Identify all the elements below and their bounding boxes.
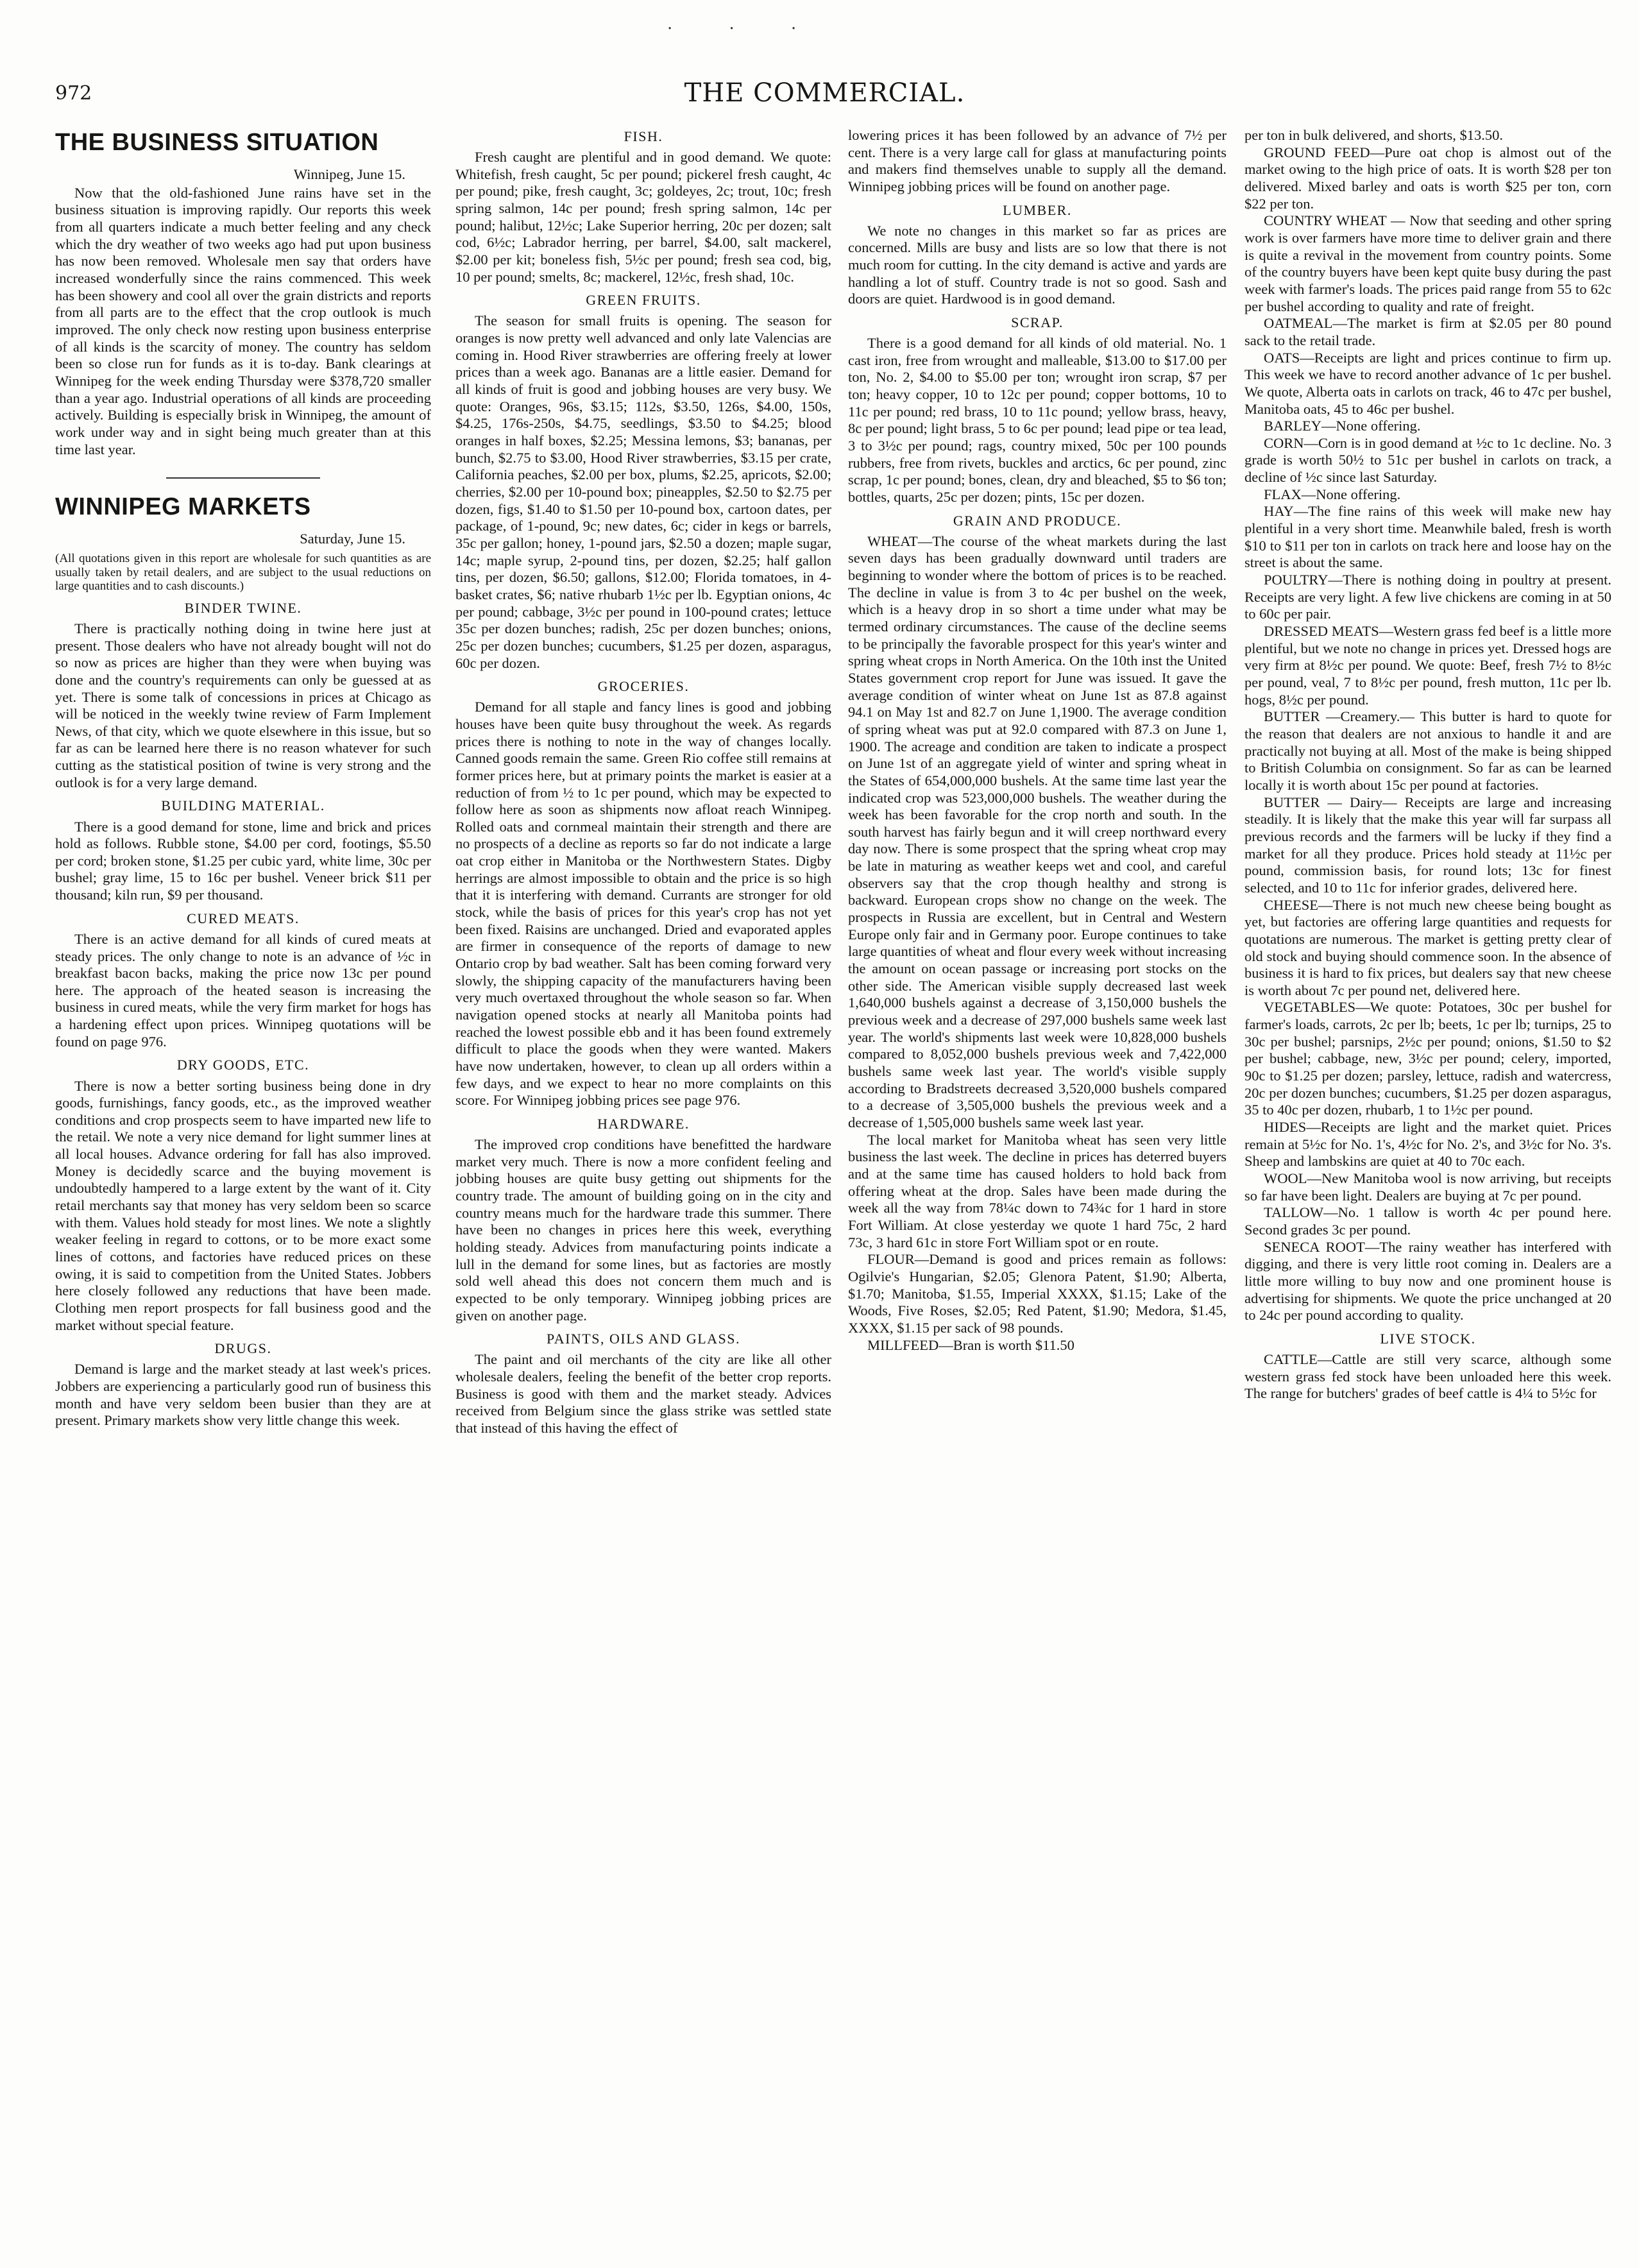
- section-heading-lumber: LUMBER.: [1003, 201, 1072, 218]
- market-item: BUTTER — Dairy— Receipts are large and increasing steadily. It is likely that the make this year will far surpass all previous records and the farmers will be lucky if they find a market for all they produce. Prices hold steady at 11½c per pound, commission basis, for round lots; 13c for finest selected, and 10 to 11c for inferior grades, delivered here.: [1244, 794, 1611, 896]
- section-heading-paints-oils-glass: PAINTS, OILS AND GLASS.: [546, 1331, 740, 1347]
- markets-dateline: Saturday, June 15.: [300, 531, 405, 547]
- market-item: CORN—Corn is in good demand at ½c to 1c decline. No. 3 grade is worth 50½ to 51c per bushel in carlots on track, a decline of ½c since last Saturday.: [1244, 434, 1611, 486]
- scan-specks: · · ·: [667, 19, 822, 38]
- market-item: FLAX—None offering.: [1264, 486, 1401, 502]
- section-heading-fish: FISH.: [624, 128, 663, 144]
- section-paragraph: FLOUR—Demand is good and prices remain as follows: Ogilvie's Hungarian, $2.05; Glenora Patent, $1.90; Alberta, $1.70; Manitoba, $1.55, Imperial XXXX, $1.15; Lake of the Woods, Five Roses, $2.05; Red Patent, $1.90; Medora, $1.45, XXXX, $1.15 per sack of 98 pounds.: [848, 1251, 1227, 1336]
- section-paragraph: MILLFEED—Bran is worth $11.50: [867, 1336, 1074, 1353]
- quotations-note: (All quotations given in this report are wholesale for such quantities as are usually taken by retail dealers, and are subject to the usual reductions on large quantities and to cash discounts.): [55, 551, 431, 593]
- section-paragraph: There is an active demand for all kinds of cured meats at steady prices. The only change to note is an advance of ½c in breakfast bacon backs, making the price now 13c per pound here. The approach of the heated season is increasing the business in cured meats, while the very firm market for hogs has a hardening effect upon prices. Winnipeg quotations will be found on page 976.: [55, 930, 431, 1050]
- section-heading-live-stock: LIVE STOCK.: [1380, 1330, 1476, 1347]
- section-paragraph: The season for small fruits is opening. The season for oranges is now pretty well advanced and only late Valencias are coming in. Hood River strawberries are offering freely at lower prices than a week ago. Bananas are a little easier. Demand for all kinds of fruit is good and jobbing houses are very busy. We quote: Oranges, 96s, $3.15; 112s, $3.50, 126s, $4.00, 150s, $4.25, 176s-250s, $4.75, seedlings, $3.50 to $4.25; blood oranges in half boxes, $2.25; Messina lemons, $3; bananas, per bunch, $2.75 to $3.00, Hood River strawberries, $3.15 per crate, California peaches, $2.00 per box, plums, $2.25, apricots, $2.00; cherries, $2.00 per 10-pound box; pineapples, $2.50 to $2.75 per dozen, figs, $1.40 to $1.50 per 10-pound box, cartoon dates, per package, of 1-pound, 9c; new dates, 6c; cider in kegs or barrels, 35c per gallon; honey, 1-pound jars, $2.50 a dozen; maple sugar, 14c; maple syrup, 2-pound tins, per dozen, $2.25; half gallon tins, per dozen, $6.50; gallons, $12.00; Florida tomatoes, in 4-basket crates, $6; native rhubarb 1½c per lb. Egyptian onions, 4c per pound; cabbage, 3½c per pound in 100-pound crates; lettuce 35c per dozen bunches; radish, 25c per dozen bunches; onions, 25c per dozen bunches; cucumbers, $1.25 per dozen, asparagus, 60c per dozen.: [455, 312, 831, 671]
- masthead: THE COMMERCIAL.: [684, 78, 965, 108]
- section-heading-scrap: SCRAP.: [1011, 314, 1064, 330]
- market-item: CHEESE—There is not much new cheese being bought as yet, but factories are offering large quantities and requests for quotations are numerous. The market is getting pretty clear of old stock and buying should commence soon. In the absence of business it is hard to fix prices, but dealers say that new cheese is worth about 7c per pound net, delivered here.: [1244, 896, 1611, 998]
- section-paragraph: We note no changes in this market so far as prices are concerned. Mills are busy and lists are so low that there is not much room for cutting. In the city demand is active and yards are handling a lot of stuff. Country trade is not so good. Sash and doors are quiet. Hardwood is in good demand.: [848, 222, 1227, 307]
- page-number: 972: [55, 82, 92, 105]
- market-item: SENECA ROOT—The rainy weather has interfered with digging, and there is very little root coming in. Dealers are a little more willing to buy now and one prominent house is advertising for shipments. We quote the price unchanged at 20 to 24c per pound according to quality.: [1244, 1238, 1611, 1324]
- market-item: BARLEY—None offering.: [1264, 418, 1421, 434]
- section-paragraph: There is a good demand for stone, lime and brick and prices hold as follows. Rubble stone, $4.00 per cord, footings, $5.50 per cord; broken stone, $1.25 per cubic yard, white lime, 30c per bushel; gray lime, 15 to 16c per bushel. Veneer brick $11 per thousand; kiln run, $9 per thousand.: [55, 818, 431, 903]
- section-paragraph: Demand is large and the market steady at last week's prices. Jobbers are experiencing a particularly good run of business this month and have very seldom been busier than they are at present. Primary markets show very little change this week.: [55, 1361, 431, 1429]
- market-item: BUTTER —Creamery.— This butter is hard to quote for the reason that dealers are not anxious to handle it and are practically not buying at all. Most of the make is being shipped to British Columbia on consignment. So far as can be learned locally it is worth about 15c per pound at factories.: [1244, 708, 1611, 793]
- column-1: [55, 127, 431, 2238]
- section-paragraph: Fresh caught are plentiful and in good demand. We quote: Whitefish, fresh caught, 5c per pound; pickerel fresh caught, 4c per pound; pike, fresh caught, 3c; goldeyes, 2c; trout, 10c; fresh spring salmon, 14c per pound; fresh spring salmon, 14c per pound; halibut, 12½c; Lake Superior herring, 20c per dozen; salt cod, 6½c; Labrador herring, per barrel, $4.00, salt mackerel, $2.00 per kit; boneless fish, 5½c per pound; fresh sea cod, big, 10 per pound; smelts, 8c; mackerel, 12½c, fresh shad, 10c.: [455, 149, 831, 285]
- section-heading-grain-produce: GRAIN AND PRODUCE.: [953, 512, 1122, 529]
- section-paragraph: There is a good demand for all kinds of old material. No. 1 cast iron, free from wrought and malleable, $13.00 to $17.00 per ton, No. 2, $4.00 to $5.00 per ton; wrought iron scrap, $7 per ton; heavy copper, 10 to 12c per pound; copper bottoms, 10 to 11c per pound; red brass, 10 to 11c pound; yellow brass, heavy, 8c per pound; light brass, 5 to 6c per pound; lead pipe or tea lead, 3 to 3½c per pound; rags, country mixed, 50c per 100 pounds rubbers, free from rivets, buckles and arctics, 6c per pound, zinc scrap, 1c per pound; bones, clean, dry and bleached, $5 to $6 ton; bottles, quarts, 25c per dozen; pints, 15c per dozen.: [848, 335, 1227, 505]
- market-item: COUNTRY WHEAT — Now that seeding and other spring work is over farmers have more time to deliver grain and there is quite a revival in the movement from country points. Some of the country buyers have been kept quite busy during the past week with farmer's loads. The prices paid range from 55 to 62c per bushel according to quality and rate of freight.: [1244, 212, 1611, 314]
- section-paragraph: There is now a better sorting business being done in dry goods, furnishings, fancy goods, etc., as the improved weather conditions and crop prospects seem to have imparted new life to the retail. We note a very nice demand for light summer lines at all local houses. Advance ordering for fall has also improved. Money is decidedly scarce and the buying movement is undoubtedly hampered to a large extent by the want of it. City retail merchants say that money has very seldom been so scarce with them. Values hold steady for most lines. We note a slightly weaker feeling in regard to cottons, or to be more exact some lines of cottons, and factories have reduced prices on these owing, it is said to competition from the United States. Jobbers here closely followed any reductions that have been made. Clothing men report prospects for fall business good and the market without special feature.: [55, 1077, 431, 1333]
- market-item: VEGETABLES—We quote: Potatoes, 30c per bushel for farmer's loads, carrots, 2c per lb; beets, 1c per lb; turnips, 25 to 30c per bushel; parsnips, 2½c per pound; onions, $1.50 to $2 per bushel; cabbage, new, 3½c per pound; celery, imported, 90c to $1.25 per dozen; parsley, lettuce, radish and watercress, 20c per dozen bunches; cucumbers, $1.25 per dozen asparagus, 35 to 40c per dozen, rhubarb, 1 to 1½c per pound.: [1244, 999, 1611, 1118]
- business-dateline: Winnipeg, June 15.: [293, 166, 405, 183]
- section-heading-cured-meats: CURED MEATS.: [187, 910, 300, 926]
- market-item: OATMEAL—The market is firm at $2.05 per 80 pound sack to the retail trade.: [1244, 315, 1611, 348]
- market-item: GROUND FEED—Pure oat chop is almost out of the market owing to the high price of oats. It is worth $28 per ton delivered. Mixed barley and oats is worth $25 per ton, corn $22 per ton.: [1244, 144, 1611, 212]
- market-item: HIDES—Receipts are light and the market quiet. Prices remain at 5½c for No. 1's, 4½c for No. 2's, and 3½c for No. 3's. Sheep and lambskins are quiet at 40 to 70c each.: [1244, 1119, 1611, 1170]
- section-heading-drugs: DRUGS.: [214, 1340, 272, 1357]
- section-paragraph: Demand for all staple and fancy lines is good and jobbing houses have been quite busy throughout the week. As regards prices there is nothing to note in the way of changes locally. Canned goods remain the same. Green Rio coffee still remains at former prices here, but at primary points the market is easier at a reduction of from ½ to 1c per pound, which may be expected to follow here as soon as shipments now afloat reach Winnipeg. Rolled oats and cornmeal maintain their strength and there are no prospects of a decline as reports so far do not indicate a large oat crop either in Manitoba or the Northwestern States. Digby herrings are almost impossible to obtain and the price is so high that it is interfering with demand. Currants are stronger for old stock, while the basis of prices for this year's crop has not yet been fixed. Raisins are unchanged. Dried and evaporated apples are firmer in consequence of the reports of damage to new Ontario crop by bad weather. Salt has been coming forward very slowly, the shipping capacity of the manufacturers having been very much overtaxed throughout the whole season so far. When navigation opened stocks at nearly all Manitoba points had reached the lowest possible ebb and it has been found extremely difficult to place the goods when they were wanted. Makers have now undertaken, however, to clean up all orders within a few days, and we expect to hear no more complaints on this score. For Winnipeg jobbing prices see page 976.: [455, 699, 831, 1109]
- market-item: HAY—The fine rains of this week will make new hay plentiful in a very short time. Meanwhile baled, fresh is worth $10 to $11 per ton in carlots on track here and loose hay on the street is about the same.: [1244, 503, 1611, 571]
- column-2: [455, 127, 831, 2238]
- section-heading-green-fruits: GREEN FRUITS.: [586, 292, 701, 309]
- section-paragraph: The paint and oil merchants of the city are like all other wholesale dealers, feeling the benefit of the better crop reports. Business is good with them and the market steady. Advices received from Belgium since the glass strike was settled state that instead of this having the effect of: [455, 1351, 831, 1436]
- winnipeg-markets-title: WINNIPEG MARKETS: [55, 493, 311, 521]
- section-heading-hardware: HARDWARE.: [597, 1115, 690, 1132]
- business-paragraph: Now that the old-fashioned June rains have set in the business situation is improving rapidly. Our reports this week from all quarters indicate a much better feeling and any check which the dry weather of two weeks ago had put upon business has now been removed. Wholesale men say that orders have increased wonderfully since the rains commenced. This week has been showery and cool all over the grain districts and reports from all parts are to the effect that the crop outlook is much improved. The only check now resting upon business enterprise of all kinds is the scarcity of money. The country has seldom been so close run for funds as it is to-day. Bank clearings at Winnipeg for the week ending Thursday were $378,720 smaller than a year ago. Industrial operations of all kinds are proceeding actively. Building is especially brisk in Winnipeg, the amount of work under way and in sight being much greater than at this time last year.: [55, 184, 431, 457]
- column-4: [1244, 127, 1611, 2238]
- market-item: OATS—Receipts are light and prices continue to firm up. This week we have to record another advance of 1c per bushel. We quote, Alberta oats in carlots on track, 46 to 47c per bushel, Manitoba oats, 45 to 46c per bushel.: [1244, 349, 1611, 417]
- section-paragraph: The improved crop conditions have benefitted the hardware market very much. There is now a more confident feeling and jobbing houses are quite busy getting out shipments for the country trade. The amount of building going on in the city and country means much for the hardware trade this summer. There have been no changes in prices here this week, everything holding steady. Advices from manufacturing points indicate a lull in the demand for some lines, but as factories are mostly sold well ahead this does not concern them much and is expected to be only temporary. Winnipeg jobbing prices are given on another page.: [455, 1136, 831, 1324]
- continued-paragraph: lowering prices it has been followed by an advance of 7½ per cent. There is a very large call for glass at manufacturing points and makers find themselves unable to supply all the demand. Winnipeg jobbing prices will be found on another page.: [848, 127, 1227, 194]
- market-item: WOOL—New Manitoba wool is now arriving, but receipts so far have been light. Dealers are buying at 7c per pound.: [1244, 1170, 1611, 1204]
- section-heading-binder-twine: BINDER TWINE.: [184, 599, 302, 616]
- section-heading-building-material: BUILDING MATERIAL.: [161, 797, 325, 814]
- market-item: DRESSED MEATS—Western grass fed beef is a little more plentiful, but we note no change in prices yet. Dressed hogs are very firm at 8½c per pound. We quote: Beef, fresh 7½ to 8½c per pound, veal, 7 to 8½c per pound, fresh mutton, 11c per lb. hogs, 8½c per pound.: [1244, 623, 1611, 708]
- section-paragraph: The local market for Manitoba wheat has seen very little business the last week. The decline in prices has deterred buyers and at the same time has caused holders to hold back from offering wheat at the drop. Sales have been made during the week all the way from 78¼c down to 74¾c for 1 hard in store Fort William. At close yesterday we quote 1 hard 75c, 2 hard 73c, 3 hard 61c in store Fort William spot or en route.: [848, 1131, 1227, 1250]
- divider-rule: [166, 477, 320, 479]
- section-paragraph: WHEAT—The course of the wheat markets during the last seven days has been gradually downward until traders are beginning to wonder where the bottom of prices is to be reached. The decline in value is from 3 to 4c per bushel on the week, which is a heavy drop in so short a time under what may be termed ordinary circumstances. The cause of the decline seems to be principally the favorable prospect for this year's winter and spring wheat crops in North America. On the 10th inst the United States government crop report for June was issued. It gave the average condition of winter wheat on June 1st as 87.8 against 94.1 on May 1st and 82.7 on June 1,1900. The average condition of spring wheat was put at 92.0 compared with 87.3 on June 1, 1900. The acreage and condition are taken to indicate a prospect on June 1st of an aggregate yield of winter and spring wheat in the States of 654,000,000 bushels. At the same time last year the indicated crop was 523,000,000 bushels. The weather during the week has been favorable for the crop north and south. In the south harvest has fairly begun and it will creep northward every day now. There is some prospect that the spring wheat crop may be late in maturing as weather keeps wet and cool, and careful observers say that the crop though healthy and strong is backward. European crops show no change on the week. The prospects in Russia are excellent, but in Central and Western Europe only fair and in Germany poor. Europe continues to take large quantities of wheat and flour every week without increasing the amount on ocean passage or increasing port stocks on the other side. The American visible supply decreased last week 1,640,000 bushels against a decrease of 3,150,000 bushels the previous week and a decrease of 297,000 bushels same week last year. The world's shipments last week were 10,828,000 bushels compared to 8,052,000 bushels previous week and 7,422,000 bushels same week last year. The world's visible supply according to Bradstreets decreased 3,520,000 bushels compared to a decrease of 3,505,000 bushels the previous week and a decrease of 1,505,000 bushels same week last year.: [848, 533, 1227, 1130]
- running-head: [55, 78, 1594, 121]
- section-paragraph: CATTLE—Cattle are still very scarce, although some western grass fed stock have been unloaded here this week. The range for butchers' grades of beef cattle is 4¼ to 5½c for: [1244, 1351, 1611, 1402]
- business-situation-title: THE BUSINESS SITUATION: [55, 129, 379, 156]
- continued-paragraph: per ton in bulk delivered, and shorts, $13.50.: [1244, 127, 1504, 143]
- market-item: TALLOW—No. 1 tallow is worth 4c per pound here. Second grades 3c per pound.: [1244, 1204, 1611, 1238]
- section-heading-dry-goods: DRY GOODS, ETC.: [176, 1057, 310, 1073]
- market-item: POULTRY—There is nothing doing in poultry at present. Receipts are very light. A few live chickens are coming in at 50 to 60c per pair.: [1244, 572, 1611, 622]
- column-3: [848, 127, 1227, 2238]
- section-heading-groceries: GROCERIES.: [597, 678, 690, 695]
- section-paragraph: There is practically nothing doing in twine here just at present. Those dealers who have not already bought will not do so now as prices are higher than they were when buying was done and the country's requirements can only be guessed at as yet. There is some talk of concessions in prices at Chicago as will be noticed in the weekly twine review of Farm Implement News, of that city, which we quote elsewhere in this issue, but so far as can be learned here there is no reason whatever for such cutting as the statistical position of twine is very strong and the outlook is for a very large demand.: [55, 620, 431, 790]
